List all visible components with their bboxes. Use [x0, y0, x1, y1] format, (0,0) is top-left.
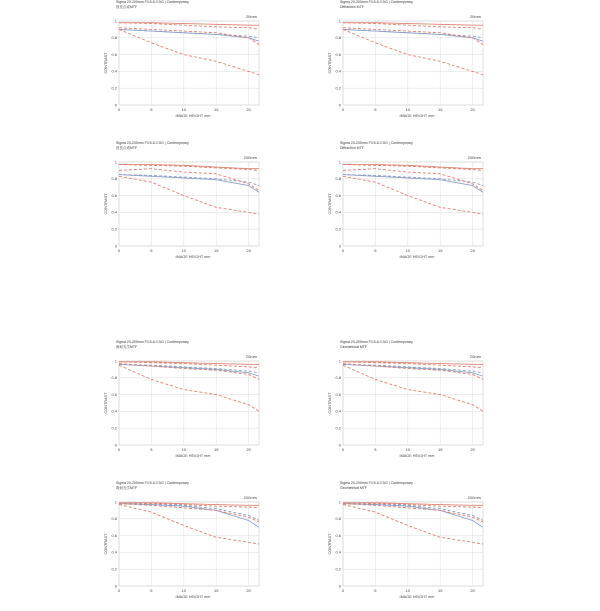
y-tick-label: 0 [338, 583, 341, 589]
plot-frame [343, 502, 483, 586]
y-tick-label: 1 [338, 358, 341, 364]
x-tick-label: 15 [437, 107, 443, 112]
y-axis-title: CONTRAST [104, 533, 108, 555]
x-tick-label: 20 [246, 447, 251, 452]
y-tick-label: 1 [114, 499, 117, 505]
mtf-plot-svg [328, 141, 540, 271]
y-tick-label: 0.6 [111, 391, 117, 397]
y-tick-label: 0 [114, 583, 117, 589]
chart-title: Sigma 20-200mm F3.5-6.3 DG | Contemporary [340, 340, 413, 344]
x-axis-title: IMAGE HEIGHT mm [175, 454, 211, 458]
x-tick-label: 5 [374, 107, 377, 112]
chart-title: Sigma 20-200mm F3.5-6.3 DG | Contemporary [116, 340, 189, 344]
focal-length-label: 20mm [245, 14, 257, 19]
chart-title: Sigma 20-200mm F3.5-6.3 DG | Contemporary [340, 0, 413, 4]
chart-title: Sigma 20-200mm F3.5-6.3 DG | Contemporary [340, 141, 413, 145]
x-tick-label: 20 [470, 447, 475, 452]
mtf-series-line [343, 365, 483, 411]
mtf-series-line [119, 29, 259, 74]
chart-subtitle: 波長合成MTF [116, 146, 138, 150]
x-tick-label: 0 [341, 588, 345, 593]
y-axis-title: CONTRAST [328, 533, 332, 555]
x-tick-label: 5 [374, 248, 377, 253]
y-tick-label: 0 [114, 442, 117, 448]
chart-subtitle: 幾何光学MTF [116, 345, 138, 349]
y-tick-label: 0.4 [335, 408, 341, 414]
x-tick-label: 10 [405, 107, 411, 112]
focal-length-label: 200mm [243, 495, 257, 500]
x-tick-label: 0 [341, 248, 345, 253]
focal-length-label: 20mm [469, 354, 481, 359]
y-tick-label: 0.2 [335, 425, 341, 431]
y-tick-label: 0.6 [111, 532, 117, 538]
mtf-chart-geometric-20mm [328, 340, 540, 470]
x-axis-title: IMAGE HEIGHT mm [399, 114, 435, 118]
y-tick-label: 0.8 [111, 516, 117, 522]
y-tick-label: 0.2 [335, 226, 341, 232]
y-tick-label: 0 [338, 102, 341, 108]
mtf-chart-wavelength-200mm [104, 141, 316, 271]
x-tick-label: 20 [470, 248, 475, 253]
x-axis-title: IMAGE HEIGHT mm [175, 114, 211, 118]
x-tick-label: 0 [341, 107, 345, 112]
plot-frame [343, 162, 483, 246]
chart-title: Sigma 20-200mm F3.5-6.3 DG | Contemporary [340, 481, 413, 485]
mtf-plot-svg [104, 340, 316, 470]
y-tick-label: 1 [338, 499, 341, 505]
y-tick-label: 1 [338, 18, 341, 24]
x-tick-label: 5 [374, 447, 377, 452]
focal-length-label: 200mm [243, 155, 257, 160]
x-tick-label: 20 [470, 588, 475, 593]
mtf-plot-svg [104, 141, 316, 271]
x-tick-label: 15 [213, 447, 219, 452]
mtf-plot-svg [328, 481, 540, 611]
y-tick-label: 1 [114, 18, 117, 24]
x-tick-label: 0 [341, 447, 345, 452]
y-tick-label: 0.6 [335, 51, 341, 57]
x-tick-label: 15 [437, 588, 443, 593]
mtf-series-line [119, 505, 259, 544]
x-tick-label: 5 [150, 447, 153, 452]
y-axis-title: CONTRAST [328, 52, 332, 74]
x-axis-title: IMAGE HEIGHT mm [175, 255, 211, 259]
mtf-series-line [343, 29, 483, 74]
x-tick-label: 10 [181, 107, 187, 112]
y-tick-label: 1 [114, 159, 117, 165]
mtf-plot-svg [104, 481, 316, 611]
y-tick-label: 0.6 [335, 532, 341, 538]
y-tick-label: 0.4 [111, 549, 117, 555]
mtf-chart-diffraction-200mm [328, 141, 540, 271]
y-tick-label: 0 [338, 243, 341, 249]
x-tick-label: 20 [246, 248, 251, 253]
mtf-chart-geometric-200mm [328, 481, 540, 611]
x-tick-label: 0 [117, 248, 121, 253]
x-tick-label: 15 [213, 588, 219, 593]
mtf-series-line [343, 504, 483, 521]
mtf-series-line [119, 504, 259, 528]
chart-subtitle: Diffraction MTF [340, 146, 364, 150]
y-tick-label: 0 [338, 442, 341, 448]
x-tick-label: 15 [437, 447, 443, 452]
mtf-chart-wavelength-20mm [104, 0, 316, 130]
y-tick-label: 0.8 [111, 35, 117, 41]
y-tick-label: 0.2 [335, 566, 341, 572]
y-tick-label: 0.4 [111, 209, 117, 215]
focal-length-label: 200mm [467, 495, 481, 500]
x-axis-title: IMAGE HEIGHT mm [399, 595, 435, 599]
mtf-chart-geometric-jp-20mm [104, 340, 316, 470]
x-tick-label: 10 [181, 588, 187, 593]
chart-subtitle: 波長合成MTF [116, 5, 138, 9]
x-tick-label: 15 [437, 248, 443, 253]
y-tick-label: 0.8 [111, 375, 117, 381]
y-tick-label: 0.6 [335, 192, 341, 198]
plot-frame [119, 21, 259, 105]
y-axis-title: CONTRAST [328, 392, 332, 414]
y-tick-label: 0 [114, 243, 117, 249]
plot-frame [343, 21, 483, 105]
mtf-plot-svg [104, 0, 316, 130]
chart-title: Sigma 20-200mm F3.5-6.3 DG | Contemporary [116, 481, 189, 485]
x-tick-label: 0 [117, 107, 121, 112]
y-tick-label: 0.8 [335, 516, 341, 522]
y-tick-label: 0.8 [335, 35, 341, 41]
chart-subtitle: Geometrical MTF [340, 345, 368, 349]
y-tick-label: 0.2 [111, 566, 117, 572]
x-tick-label: 10 [405, 248, 411, 253]
mtf-chart-diffraction-20mm [328, 0, 540, 130]
x-tick-label: 20 [470, 107, 475, 112]
chart-subtitle: Diffraction MTF [340, 5, 364, 9]
mtf-series-line [343, 505, 483, 544]
y-tick-label: 0.4 [111, 408, 117, 414]
mtf-series-line [343, 504, 483, 528]
focal-length-label: 20mm [469, 14, 481, 19]
y-tick-label: 1 [338, 159, 341, 165]
x-axis-title: IMAGE HEIGHT mm [399, 255, 435, 259]
x-tick-label: 10 [405, 588, 411, 593]
x-tick-label: 20 [246, 107, 251, 112]
x-tick-label: 10 [405, 447, 411, 452]
y-tick-label: 0.8 [335, 375, 341, 381]
y-tick-label: 0.8 [335, 176, 341, 182]
x-tick-label: 0 [117, 588, 121, 593]
y-tick-label: 0.2 [335, 85, 341, 91]
x-axis-title: IMAGE HEIGHT mm [399, 454, 435, 458]
plot-frame [343, 361, 483, 445]
y-tick-label: 0.4 [335, 68, 341, 74]
y-tick-label: 0.2 [111, 226, 117, 232]
x-tick-label: 15 [213, 248, 219, 253]
x-tick-label: 15 [213, 107, 219, 112]
y-tick-label: 1 [114, 358, 117, 364]
y-tick-label: 0.2 [111, 85, 117, 91]
y-tick-label: 0 [114, 102, 117, 108]
y-tick-label: 0.8 [111, 176, 117, 182]
x-tick-label: 5 [150, 107, 153, 112]
chart-subtitle: Geometrical MTF [340, 486, 368, 490]
mtf-series-line [119, 176, 259, 214]
x-tick-label: 5 [150, 248, 153, 253]
y-tick-label: 0.6 [335, 391, 341, 397]
plot-frame [119, 361, 259, 445]
x-tick-label: 0 [117, 447, 121, 452]
plot-frame [119, 162, 259, 246]
x-tick-label: 5 [150, 588, 153, 593]
y-tick-label: 0.2 [111, 425, 117, 431]
mtf-chart-geometric-jp-200mm [104, 481, 316, 611]
chart-title: Sigma 20-200mm F3.5-6.3 DG | Contemporary [116, 141, 189, 145]
y-axis-title: CONTRAST [328, 193, 332, 215]
y-axis-title: CONTRAST [104, 52, 108, 74]
focal-length-label: 20mm [245, 354, 257, 359]
mtf-series-line [119, 504, 259, 521]
y-tick-label: 0.4 [111, 68, 117, 74]
focal-length-label: 200mm [467, 155, 481, 160]
x-tick-label: 20 [246, 588, 251, 593]
y-axis-title: CONTRAST [104, 392, 108, 414]
mtf-series-line [343, 176, 483, 214]
plot-frame [119, 502, 259, 586]
x-axis-title: IMAGE HEIGHT mm [175, 595, 211, 599]
y-tick-label: 0.6 [111, 51, 117, 57]
y-tick-label: 0.6 [111, 192, 117, 198]
x-tick-label: 10 [181, 447, 187, 452]
mtf-series-line [119, 365, 259, 411]
mtf-plot-svg [328, 0, 540, 130]
y-axis-title: CONTRAST [104, 193, 108, 215]
chart-subtitle: 幾何光学MTF [116, 486, 138, 490]
x-tick-label: 10 [181, 248, 187, 253]
mtf-plot-svg [328, 340, 540, 470]
y-tick-label: 0.4 [335, 549, 341, 555]
chart-title: Sigma 20-200mm F3.5-6.3 DG | Contemporary [116, 0, 189, 4]
x-tick-label: 5 [374, 588, 377, 593]
y-tick-label: 0.4 [335, 209, 341, 215]
